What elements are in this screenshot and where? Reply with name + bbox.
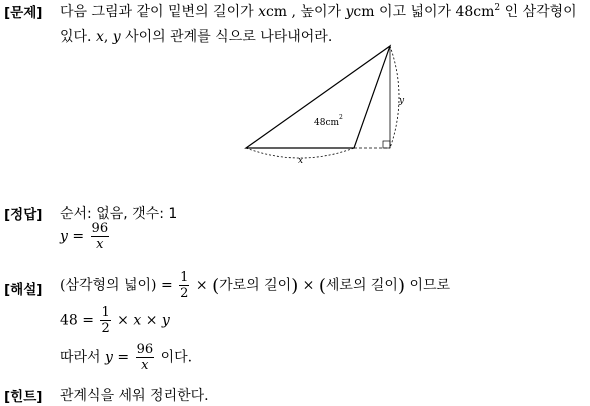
explanation-text: 세로의 길이 [325,277,398,294]
numerator: 1 [180,270,189,285]
area-label: 48cm [314,118,340,128]
answer-lhs: y = [60,228,89,245]
explanation-text: 48 = [60,312,99,329]
explanation-line-1: (삼각형의 넓이) = $\frac{1}{2}$ × (가로의 길이) × (세로의 길이) 이므로 [60,270,451,301]
explanation-label: [해설] [4,282,43,298]
answer-label: [정답] [4,207,43,223]
explanation-line-3 [60,342,192,373]
var-x: x [258,4,266,20]
answer-formula [60,221,111,252]
unit: cm [353,4,375,20]
explanation-text: 가로의 길이 [219,277,292,294]
denominator: x [141,358,149,373]
superscript: 2 [494,3,501,13]
problem-text: 인 삼각형이 [500,4,577,20]
var-x: x [95,29,104,45]
problem-text: 사이의 관계를 식으로 나타내어라. [120,29,333,45]
numerator: 96 [136,342,154,357]
result-fraction [136,342,155,373]
unit: cm [265,4,288,20]
area-sup: 2 [339,114,343,121]
problem-label: [문제] [4,5,43,21]
explanation-text: (삼각형의 넓이) = [60,277,178,294]
half-fraction [179,270,189,301]
explanation-text: 이므로 [405,277,451,294]
explanation-text: 이다. [156,349,193,366]
explanation-text: 따라서 [60,349,106,366]
height-brace [390,46,399,148]
var-y: y [112,29,121,45]
explanation-text: y = [105,349,134,366]
problem-text: 다음 그림과 같이 밑변의 길이가 [60,4,259,20]
denominator: 2 [101,321,110,336]
triangle [246,46,390,148]
numerator: 1 [101,305,110,320]
answer-denominator: x [96,237,104,252]
problem-text: , [103,29,113,45]
explanation-text: × [298,277,319,294]
answer-fraction [91,221,110,252]
half-fraction [100,305,110,336]
hint-text: 관계식을 세워 정리한다. [60,388,209,404]
answer-meta: 순서: 없음, 갯수: 1 [60,206,178,222]
problem-text: 이고 넓이가 48cm [374,4,495,20]
var-y: y [345,4,354,20]
answer-numerator: 96 [91,221,109,236]
explanation-line-2 [60,305,170,336]
height-label: y [399,96,405,106]
denominator: 2 [180,286,189,301]
explanation-text: × x × y [112,312,170,329]
problem-text: , 높이가 [287,4,346,20]
hint-label: [힌트] [4,389,43,405]
problem-text: 있다. [60,29,96,45]
explanation-text: × [191,277,213,294]
base-label: x [298,156,304,166]
right-angle-mark [383,141,390,148]
